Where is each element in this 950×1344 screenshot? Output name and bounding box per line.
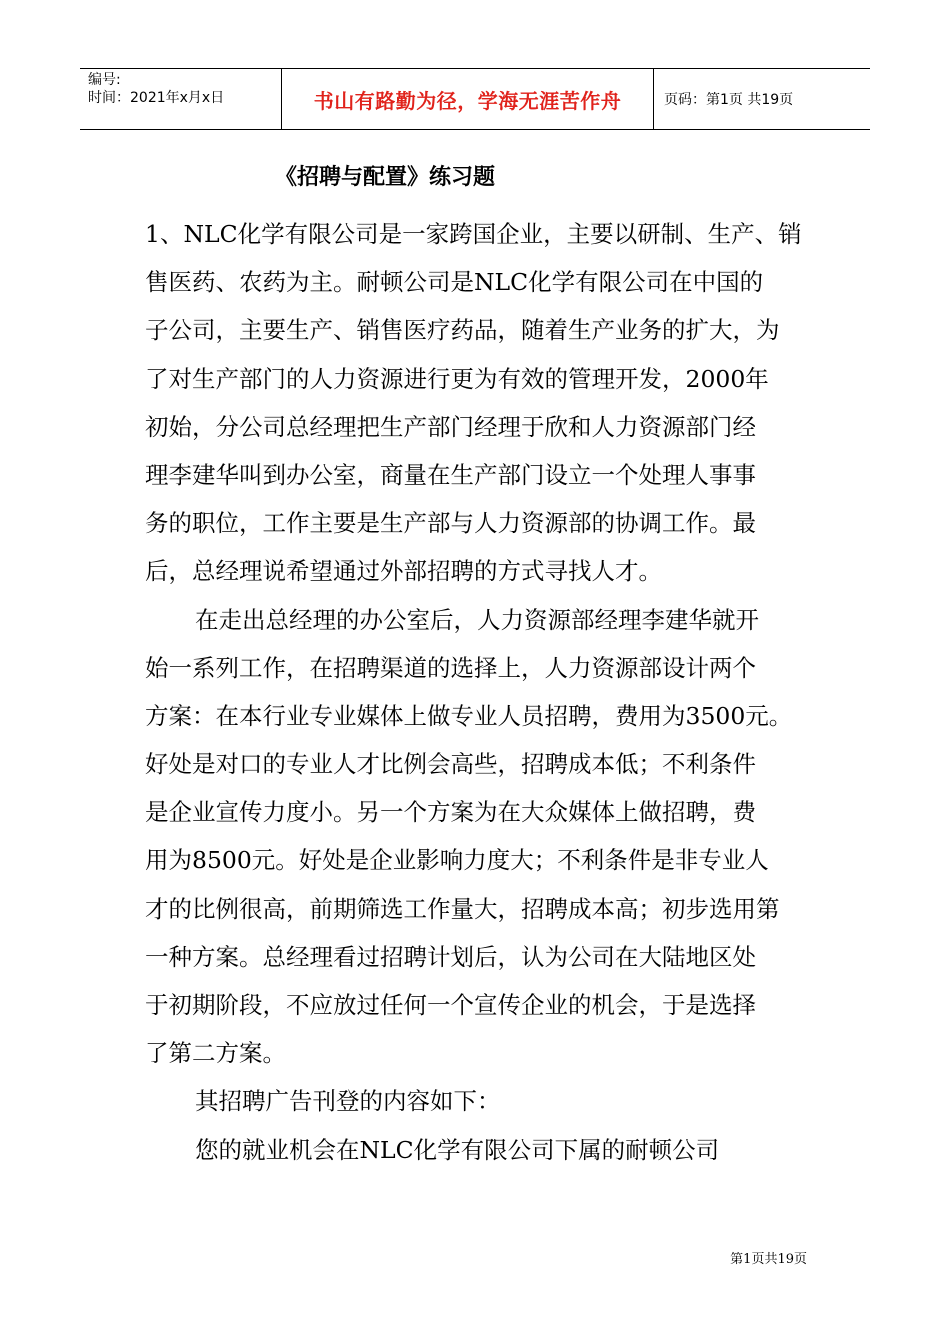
number-label: 编号: bbox=[88, 72, 121, 88]
body-line: 您的就业机会在NLC化学有限公司下属的耐顿公司 bbox=[195, 1135, 720, 1164]
header-meta-cell bbox=[80, 69, 282, 129]
body-line: 一种方案。总经理看过招聘计划后，认为公司在大陆地区处 bbox=[145, 942, 756, 971]
body-line: 是企业宣传力度小。另一个方案为在大众媒体上做招聘，费 bbox=[145, 798, 756, 827]
document-title: 《招聘与配置》练习题 bbox=[274, 165, 495, 190]
body-line: 在走出总经理的办公室后，人力资源部经理李建华就开 bbox=[195, 605, 759, 634]
body-line: 务的职位，工作主要是生产部与人力资源部的协调工作。最 bbox=[145, 509, 756, 538]
body-line: 理李建华叫到办公室，商量在生产部门设立一个处理人事事 bbox=[145, 460, 756, 489]
header-table bbox=[80, 68, 870, 130]
body-line: 售医药、农药为主。耐顿公司是NLC化学有限公司在中国的 bbox=[145, 268, 764, 297]
body-line: 其招聘广告刊登的内容如下： bbox=[195, 1087, 501, 1116]
body-line: 初始，分公司总经理把生产部门经理于欣和人力资源部门经 bbox=[145, 412, 756, 441]
body-line: 始一系列工作，在招聘渠道的选择上，人力资源部设计两个 bbox=[145, 653, 756, 682]
body-line: 才的比例很高，前期筛选工作量大，招聘成本高；初步选用第 bbox=[145, 894, 780, 923]
body-line: 于初期阶段，不应放过任何一个宣传企业的机会，于是选择 bbox=[145, 991, 756, 1019]
body-line: 后，总经理说希望通过外部招聘的方式寻找人才。 bbox=[145, 557, 662, 586]
page-info-text: 页码：第1页 共19页 bbox=[664, 92, 794, 108]
body-line: 了对生产部门的人力资源进行更为有效的管理开发，2000年 bbox=[145, 364, 769, 393]
body-line: 了第二方案。 bbox=[145, 1039, 286, 1068]
body-line: 子公司，主要生产、销售医疗药品，随着生产业务的扩大，为 bbox=[145, 316, 780, 345]
footer-page-number: 第1页共19页 bbox=[730, 1252, 807, 1267]
body-line: 好处是对口的专业人才比例会高些，招聘成本低；不利条件 bbox=[145, 750, 756, 779]
body-line: 方案：在本行业专业媒体上做专业人员招聘，费用为3500元。 bbox=[145, 701, 793, 730]
document-body bbox=[145, 210, 825, 1174]
page-info-cell bbox=[654, 69, 870, 129]
motto-text: 书山有路勤为径，学海无涯苦作舟 bbox=[313, 88, 622, 113]
time-label: 时间：2021年x月x日 bbox=[88, 90, 225, 106]
body-line: 1、NLC化学有限公司是一家跨国企业，主要以研制、生产、销 bbox=[145, 220, 802, 248]
body-line: 用为8500元。好处是企业影响力度大；不利条件是非专业人 bbox=[145, 846, 769, 875]
motto-cell bbox=[282, 69, 654, 129]
